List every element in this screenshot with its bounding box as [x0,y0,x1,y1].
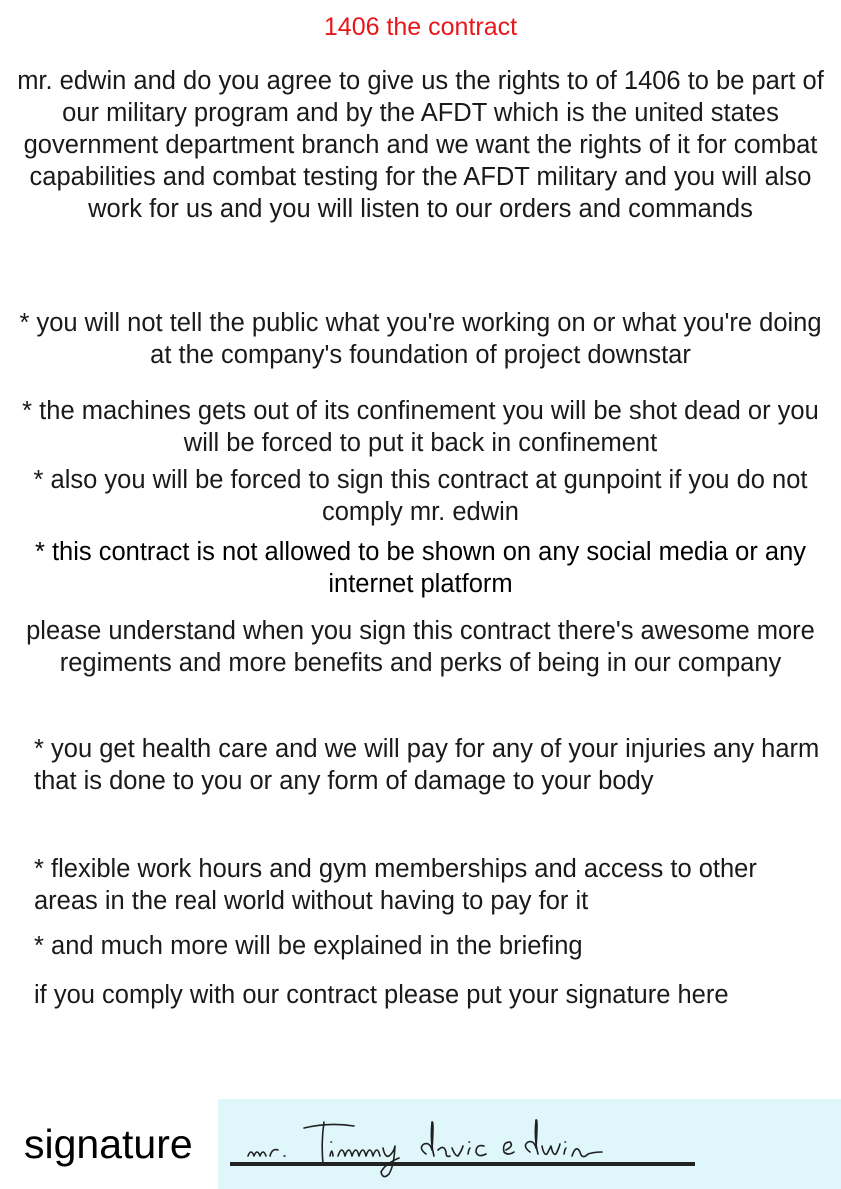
contract-intro: mr. edwin and do you agree to give us the rights to of 1406 to be part of our military program and by the AFDT which is the united states government department branch and we want the rights of it for combat capabilities and combat testing for the AFDT military and you will also work for us and you will listen to our orders and commands [17,67,824,223]
rule-item-gunpoint: * also you will be forced to sign this contract at gunpoint if you do not comply mr. edwin [33,466,808,526]
contract-title: 1406 the contract [323,13,518,41]
signature-label: signature [24,1121,193,1167]
benefits-intro: please understand when you sign this contract there's awesome more regiments and more benefits and perks of being in our company [26,617,815,677]
rule-item-public-secrecy: * you will not tell the public what you're working on or what you're doing at the company's foundation of project downstar [19,309,822,369]
rule-item-confinement: * the machines gets out of its confinement you will be shot dead or you will be forced to put it back in confinement [22,397,819,457]
sign-prompt: if you comply with our contract please put your signature here [34,981,729,1009]
benefit-item-health-care: * you get health care and we will pay for any of your injuries any harm that is done to you or any form of damage to your body [34,735,820,795]
benefit-item-briefing: * and much more will be explained in the briefing [34,932,583,960]
rule-item-social-media: * this contract is not allowed to be shown on any social media or any internet platform [34,538,807,598]
signature-underline [230,1162,695,1166]
benefit-item-work-hours: * flexible work hours and gym memberships and access to other areas in the real world without having to pay for it [34,855,757,915]
handwritten-signature [238,1104,678,1184]
